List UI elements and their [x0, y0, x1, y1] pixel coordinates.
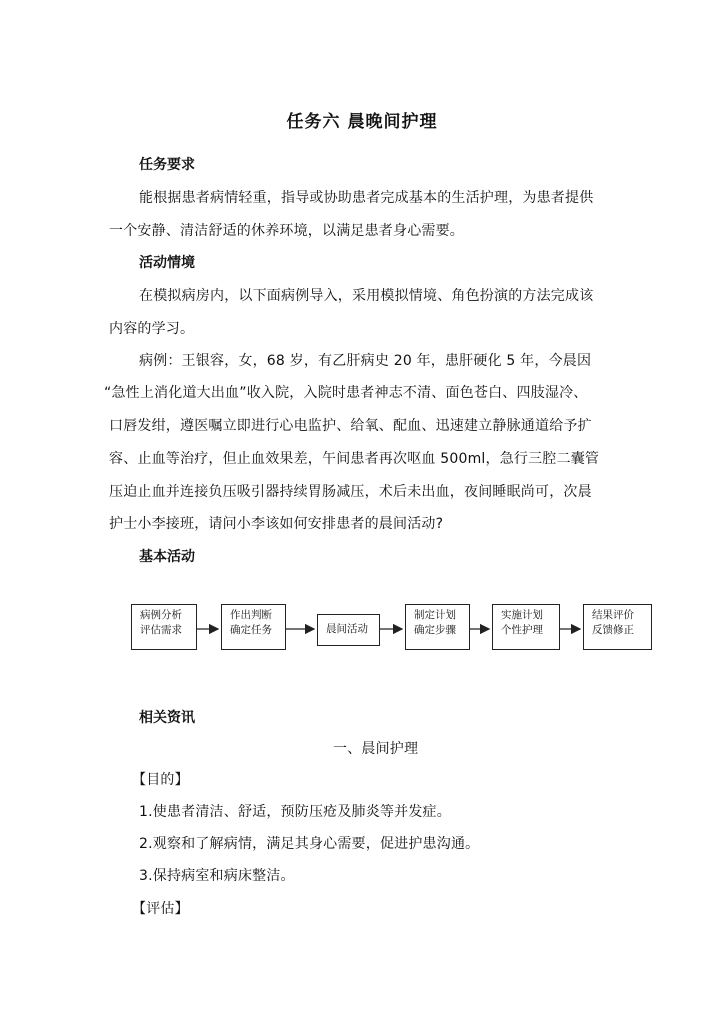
- scenario-heading: 活动情境: [139, 255, 195, 271]
- assessment-heading: 【评估】: [132, 901, 189, 917]
- case-line-4: 容、止血等治疗，但止血效果差，午间患者再次呕血 500ml，急行三腔二囊管: [109, 451, 600, 467]
- flow-step-case-analysis: [131, 604, 197, 650]
- info-subtitle: 一、晨间护理: [333, 741, 419, 757]
- flow-step-text: 晨间活动: [326, 623, 368, 635]
- flow-step-text: 制定计划: [414, 609, 456, 621]
- flow-step-text: 确定任务: [230, 624, 272, 636]
- requirement-line-1: 能根据患者病情轻重，指导或协助患者完成基本的生活护理，为患者提供: [139, 190, 594, 206]
- flow-step-text: 个性护理: [501, 624, 543, 636]
- flow-step-judgement: [221, 604, 286, 650]
- activity-heading: 基本活动: [139, 549, 195, 565]
- scenario-intro-line-1: 在模拟病房内，以下面病例导入，采用模拟情境、角色扮演的方法完成该: [139, 288, 594, 304]
- flow-step-implement: [492, 604, 560, 650]
- purpose-item-2: 2.观察和了解病情，满足其身心需要，促进护患沟通。: [139, 836, 480, 852]
- flow-step-text: 实施计划: [501, 609, 543, 621]
- requirement-heading: 任务要求: [139, 157, 195, 173]
- page-title: 任务六 晨晚间护理: [286, 112, 438, 132]
- flow-step-morning-activity: [317, 614, 380, 646]
- flow-step-text: 评估需求: [140, 624, 182, 636]
- flow-step-text: 作出判断: [230, 609, 272, 621]
- purpose-item-1: 1.使患者清洁、舒适，预防压疮及肺炎等并发症。: [139, 804, 451, 820]
- case-line-3: 口唇发绀，遵医嘱立即进行心电监护、给氧、配血、迅速建立静脉通道给予扩: [109, 418, 592, 434]
- case-line-1: 病例：王银容，女，68 岁，有乙肝病史 20 年，患肝硬化 5 年，今晨因: [139, 353, 592, 369]
- flow-step-text: 结果评价: [592, 609, 634, 621]
- flow-step-evaluate: [583, 604, 652, 650]
- flow-step-plan: [405, 604, 470, 650]
- purpose-item-3: 3.保持病室和病床整洁。: [139, 868, 295, 884]
- requirement-line-2: 一个安静、清洁舒适的休养环境，以满足患者身心需要。: [109, 223, 464, 239]
- flow-step-text: 病例分析: [140, 609, 182, 621]
- purpose-heading: 【目的】: [132, 772, 189, 788]
- case-line-2: “急性上消化道大出血”收入院，入院时患者神志不清、面色苍白、四肢湿冷、: [104, 385, 588, 401]
- case-line-6: 护士小李接班，请问小李该如何安排患者的晨间活动?: [109, 516, 444, 532]
- scenario-intro-line-2: 内容的学习。: [109, 321, 195, 337]
- flow-step-text: 反馈修正: [592, 624, 634, 636]
- case-line-5: 压迫止血并连接负压吸引器持续胃肠减压，术后未出血，夜间睡眠尚可，次晨: [109, 484, 592, 500]
- flow-step-text: 确定步骤: [414, 624, 456, 636]
- info-heading: 相关资讯: [139, 710, 195, 726]
